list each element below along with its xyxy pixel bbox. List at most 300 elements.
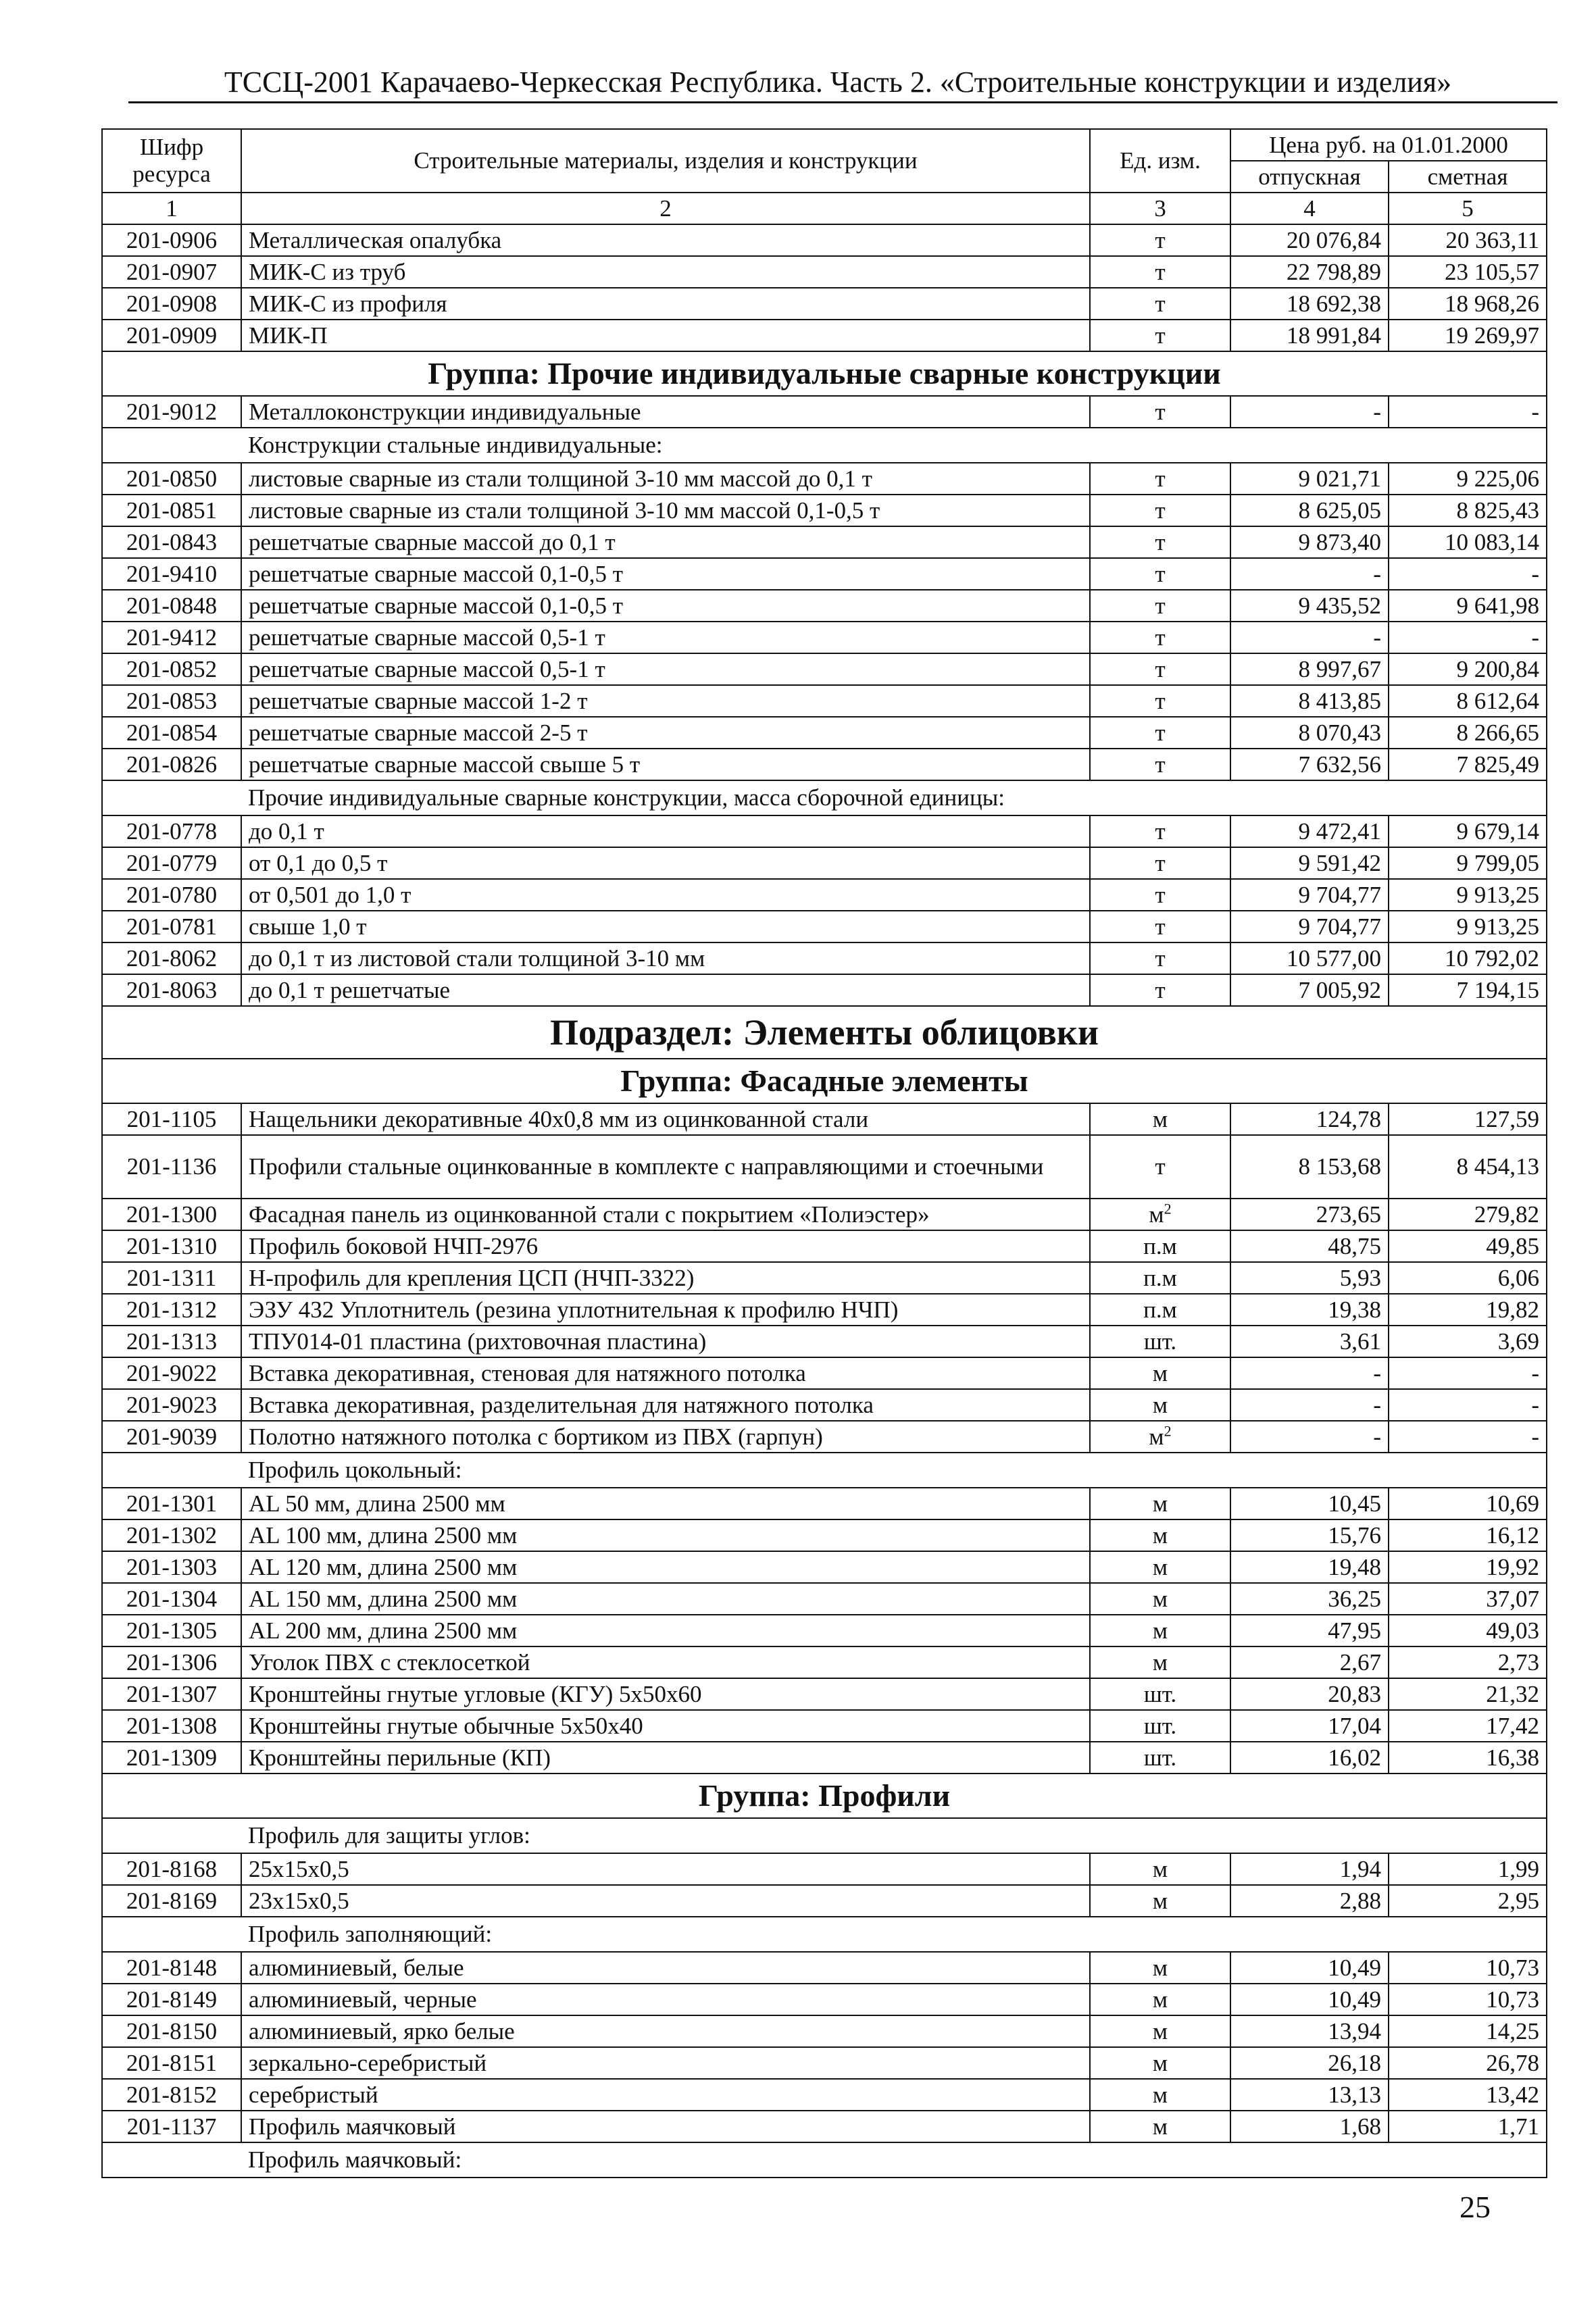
unit: т bbox=[1155, 818, 1166, 845]
material-name: ЭЗУ 432 Уплотнитель (резина уплотнительная к профилю НЧП) bbox=[241, 1294, 1090, 1326]
price-estimate: 7 825,49 bbox=[1389, 749, 1547, 780]
material-name: Фасадная панель из оцинкованной стали с покрытием «Полиэстер» bbox=[241, 1199, 1090, 1230]
resource-code: 201-1300 bbox=[102, 1199, 241, 1230]
table-row bbox=[102, 463, 1547, 495]
price-release: 1,68 bbox=[1230, 2111, 1389, 2142]
resource-code: 201-1308 bbox=[102, 1710, 241, 1742]
subgroup-label: Профиль цокольный: bbox=[241, 1453, 1547, 1488]
column-number: 2 bbox=[241, 193, 1090, 224]
table-row bbox=[102, 2079, 1547, 2111]
resource-code: 201-0851 bbox=[102, 495, 241, 526]
resource-code: 201-8168 bbox=[102, 1853, 241, 1885]
resource-code: 201-0781 bbox=[102, 911, 241, 942]
unit: м bbox=[1152, 2081, 1168, 2108]
subgroup-label: Профиль заполняющий: bbox=[241, 1917, 1547, 1952]
resource-code: 201-8151 bbox=[102, 2047, 241, 2079]
table-row bbox=[102, 1583, 1547, 1615]
unit: п.м bbox=[1143, 1296, 1177, 1323]
unit: м bbox=[1152, 1986, 1168, 2013]
table-row bbox=[102, 1135, 1547, 1199]
material-name: AL 150 мм, длина 2500 мм bbox=[241, 1583, 1090, 1615]
resource-code: 201-8169 bbox=[102, 1885, 241, 1917]
price-estimate: 127,59 bbox=[1389, 1103, 1547, 1135]
table-row bbox=[102, 1389, 1547, 1421]
unit-cell bbox=[1090, 2047, 1230, 2079]
empty-cell bbox=[102, 1917, 241, 1952]
price-estimate: - bbox=[1389, 558, 1547, 590]
table-row bbox=[102, 911, 1547, 942]
price-release: 16,02 bbox=[1230, 1742, 1389, 1774]
price-release: 48,75 bbox=[1230, 1230, 1389, 1262]
header-name: Строительные материалы, изделия и конструкции bbox=[241, 129, 1090, 193]
resource-code: 201-0850 bbox=[102, 463, 241, 495]
table-row bbox=[102, 1984, 1547, 2015]
material-name: 25x15x0,5 bbox=[241, 1853, 1090, 1885]
table-row bbox=[102, 749, 1547, 780]
unit: т bbox=[1155, 687, 1166, 714]
table-row bbox=[102, 1326, 1547, 1357]
table-row bbox=[102, 1519, 1547, 1551]
table-row bbox=[102, 1199, 1547, 1230]
empty-cell bbox=[102, 1453, 241, 1488]
resource-code: 201-0779 bbox=[102, 847, 241, 879]
price-release: 13,13 bbox=[1230, 2079, 1389, 2111]
unit-cell bbox=[1090, 1488, 1230, 1519]
price-release: 22 798,89 bbox=[1230, 256, 1389, 288]
price-estimate: 20 363,11 bbox=[1389, 224, 1547, 256]
unit-cell bbox=[1090, 911, 1230, 942]
material-name: листовые сварные из стали толщиной 3-10 мм массой 0,1-0,5 т bbox=[241, 495, 1090, 526]
table-row bbox=[102, 1551, 1547, 1583]
resource-code: 201-1307 bbox=[102, 1678, 241, 1710]
price-estimate: 9 679,14 bbox=[1389, 815, 1547, 847]
resource-code: 201-9022 bbox=[102, 1357, 241, 1389]
unit: т bbox=[1155, 226, 1166, 253]
unit: п.м bbox=[1143, 1264, 1177, 1291]
resource-code: 201-0853 bbox=[102, 685, 241, 717]
unit-cell bbox=[1090, 622, 1230, 653]
price-estimate: 10 792,02 bbox=[1389, 942, 1547, 974]
price-release: 1,94 bbox=[1230, 1853, 1389, 1885]
price-estimate: - bbox=[1389, 1389, 1547, 1421]
unit: т bbox=[1155, 655, 1166, 682]
resource-code: 201-0854 bbox=[102, 717, 241, 749]
resource-code: 201-0826 bbox=[102, 749, 241, 780]
group-heading-title: Группа: Фасадные элементы bbox=[102, 1059, 1547, 1103]
price-release: 7 632,56 bbox=[1230, 749, 1389, 780]
price-estimate: 6,06 bbox=[1389, 1262, 1547, 1294]
unit: м bbox=[1152, 1887, 1168, 1914]
price-estimate: 9 913,25 bbox=[1389, 911, 1547, 942]
empty-cell bbox=[102, 2142, 241, 2178]
resource-code: 201-0909 bbox=[102, 320, 241, 351]
unit-cell bbox=[1090, 288, 1230, 320]
material-name: листовые сварные из стали толщиной 3-10 мм массой до 0,1 т bbox=[241, 463, 1090, 495]
price-estimate: 16,12 bbox=[1389, 1519, 1547, 1551]
price-estimate: - bbox=[1389, 396, 1547, 428]
group-heading bbox=[102, 1059, 1547, 1103]
empty-cell bbox=[102, 428, 241, 463]
resource-code: 201-8152 bbox=[102, 2079, 241, 2111]
price-estimate: 13,42 bbox=[1389, 2079, 1547, 2111]
unit: т bbox=[1155, 322, 1166, 349]
resource-code: 201-1310 bbox=[102, 1230, 241, 1262]
unit-cell bbox=[1090, 256, 1230, 288]
unit: т bbox=[1155, 398, 1166, 425]
section-heading bbox=[102, 1006, 1547, 1059]
price-release: 17,04 bbox=[1230, 1710, 1389, 1742]
unit: т bbox=[1155, 1153, 1166, 1180]
resource-code: 201-0843 bbox=[102, 526, 241, 558]
price-estimate: 279,82 bbox=[1389, 1199, 1547, 1230]
price-estimate: 2,95 bbox=[1389, 1885, 1547, 1917]
material-name: до 0,1 т решетчатые bbox=[241, 974, 1090, 1006]
subgroup-row bbox=[102, 2142, 1547, 2178]
material-name: зеркально-серебристый bbox=[241, 2047, 1090, 2079]
table-row bbox=[102, 495, 1547, 526]
resource-code: 201-1301 bbox=[102, 1488, 241, 1519]
unit: м bbox=[1152, 1521, 1168, 1549]
unit: т bbox=[1155, 290, 1166, 317]
material-name: Кронштейны гнутые обычные 5x50x40 bbox=[241, 1710, 1090, 1742]
resource-code: 201-9023 bbox=[102, 1389, 241, 1421]
price-release: 13,94 bbox=[1230, 2015, 1389, 2047]
unit: м bbox=[1152, 1649, 1168, 1676]
material-name: свыше 1,0 т bbox=[241, 911, 1090, 942]
unit-superscript: 2 bbox=[1164, 1199, 1172, 1217]
price-release: 5,93 bbox=[1230, 1262, 1389, 1294]
table-row bbox=[102, 717, 1547, 749]
price-release: 10,45 bbox=[1230, 1488, 1389, 1519]
group-heading bbox=[102, 1774, 1547, 1818]
unit-cell bbox=[1090, 495, 1230, 526]
table-row bbox=[102, 1952, 1547, 1984]
unit: шт. bbox=[1143, 1744, 1177, 1771]
table-row bbox=[102, 1885, 1547, 1917]
column-number: 1 bbox=[102, 193, 241, 224]
price-estimate: 23 105,57 bbox=[1389, 256, 1547, 288]
unit: т bbox=[1155, 624, 1166, 651]
resource-code: 201-8062 bbox=[102, 942, 241, 974]
resource-code: 201-1305 bbox=[102, 1615, 241, 1646]
material-name: от 0,1 до 0,5 т bbox=[241, 847, 1090, 879]
price-estimate: 10,73 bbox=[1389, 1984, 1547, 2015]
resource-code: 201-9412 bbox=[102, 622, 241, 653]
table-row bbox=[102, 1488, 1547, 1519]
material-name: AL 100 мм, длина 2500 мм bbox=[241, 1519, 1090, 1551]
unit: м bbox=[1152, 1105, 1168, 1132]
header-unit: Ед. изм. bbox=[1090, 129, 1230, 193]
unit-cell bbox=[1090, 1551, 1230, 1583]
price-estimate: 18 968,26 bbox=[1389, 288, 1547, 320]
material-name: Профиль маячковый bbox=[241, 2111, 1090, 2142]
unit-cell bbox=[1090, 320, 1230, 351]
table-row bbox=[102, 1262, 1547, 1294]
price-estimate: 7 194,15 bbox=[1389, 974, 1547, 1006]
material-name: алюминиевый, черные bbox=[241, 1984, 1090, 2015]
header-price: Цена руб. на 01.01.2000 bbox=[1230, 129, 1547, 161]
material-name: МИК-П bbox=[241, 320, 1090, 351]
price-estimate: 10,69 bbox=[1389, 1488, 1547, 1519]
material-name: ТПУ014-01 пластина (рихтовочная пластина) bbox=[241, 1326, 1090, 1357]
unit: т bbox=[1155, 849, 1166, 876]
resource-code: 201-0852 bbox=[102, 653, 241, 685]
price-estimate: 10 083,14 bbox=[1389, 526, 1547, 558]
table-row bbox=[102, 1103, 1547, 1135]
subgroup-row bbox=[102, 780, 1547, 815]
price-release: 10 577,00 bbox=[1230, 942, 1389, 974]
unit-cell bbox=[1090, 1199, 1230, 1230]
table-row bbox=[102, 320, 1547, 351]
material-name: от 0,501 до 1,0 т bbox=[241, 879, 1090, 911]
unit-cell bbox=[1090, 1230, 1230, 1262]
material-name: решетчатые сварные массой до 0,1 т bbox=[241, 526, 1090, 558]
table-row bbox=[102, 815, 1547, 847]
table-row bbox=[102, 1678, 1547, 1710]
price-release: 19,38 bbox=[1230, 1294, 1389, 1326]
price-estimate: 9 225,06 bbox=[1389, 463, 1547, 495]
price-release: 8 997,67 bbox=[1230, 653, 1389, 685]
section-heading-title: Подраздел: Элементы облицовки bbox=[102, 1006, 1547, 1059]
table-row bbox=[102, 1710, 1547, 1742]
material-name: решетчатые сварные массой свыше 5 т bbox=[241, 749, 1090, 780]
unit-cell bbox=[1090, 1294, 1230, 1326]
unit: шт. bbox=[1143, 1680, 1177, 1707]
price-release: 10,49 bbox=[1230, 1952, 1389, 1984]
table-row bbox=[102, 256, 1547, 288]
material-name: МИК-С из труб bbox=[241, 256, 1090, 288]
unit-cell bbox=[1090, 590, 1230, 622]
price-estimate: 17,42 bbox=[1389, 1710, 1547, 1742]
price-estimate: 8 825,43 bbox=[1389, 495, 1547, 526]
unit: т bbox=[1155, 881, 1166, 908]
price-release: - bbox=[1230, 558, 1389, 590]
subgroup-label: Прочие индивидуальные сварные конструкции, масса сборочной единицы: bbox=[241, 780, 1547, 815]
table-row bbox=[102, 1742, 1547, 1774]
price-estimate: 3,69 bbox=[1389, 1326, 1547, 1357]
table-header-row bbox=[102, 129, 1547, 161]
price-estimate: 8 612,64 bbox=[1389, 685, 1547, 717]
unit-cell bbox=[1090, 653, 1230, 685]
header-price-release: отпускная bbox=[1230, 161, 1389, 193]
column-number: 4 bbox=[1230, 193, 1389, 224]
resource-code: 201-9410 bbox=[102, 558, 241, 590]
unit-cell bbox=[1090, 1262, 1230, 1294]
header-code: Шифр ресурса bbox=[102, 129, 241, 193]
resource-code: 201-0780 bbox=[102, 879, 241, 911]
price-estimate: - bbox=[1389, 1357, 1547, 1389]
material-name: Кронштейны перильные (КП) bbox=[241, 1742, 1090, 1774]
table-row bbox=[102, 1853, 1547, 1885]
material-name: Уголок ПВХ с стеклосеткой bbox=[241, 1646, 1090, 1678]
material-name: 23x15x0,5 bbox=[241, 1885, 1090, 1917]
unit-cell bbox=[1090, 1678, 1230, 1710]
unit: м bbox=[1152, 1954, 1168, 1981]
price-release: - bbox=[1230, 1389, 1389, 1421]
resource-code: 201-9012 bbox=[102, 396, 241, 428]
resource-code: 201-8150 bbox=[102, 2015, 241, 2047]
resource-code: 201-0848 bbox=[102, 590, 241, 622]
header-rule bbox=[128, 101, 1557, 103]
unit-cell bbox=[1090, 396, 1230, 428]
unit-cell bbox=[1090, 2111, 1230, 2142]
unit: м bbox=[1152, 1359, 1168, 1386]
price-release: 26,18 bbox=[1230, 2047, 1389, 2079]
unit: т bbox=[1155, 258, 1166, 285]
unit-cell bbox=[1090, 1646, 1230, 1678]
unit-cell bbox=[1090, 879, 1230, 911]
price-release: 8 413,85 bbox=[1230, 685, 1389, 717]
table-row bbox=[102, 653, 1547, 685]
unit: шт. bbox=[1143, 1712, 1177, 1739]
group-heading-title: Группа: Профили bbox=[102, 1774, 1547, 1818]
unit: т bbox=[1155, 592, 1166, 619]
price-release: 18 692,38 bbox=[1230, 288, 1389, 320]
unit-cell bbox=[1090, 463, 1230, 495]
unit: т bbox=[1155, 719, 1166, 746]
price-estimate: 10,73 bbox=[1389, 1952, 1547, 1984]
unit: т bbox=[1155, 976, 1166, 1003]
table-row bbox=[102, 2111, 1547, 2142]
table-row bbox=[102, 622, 1547, 653]
price-release: 20,83 bbox=[1230, 1678, 1389, 1710]
price-release: 9 591,42 bbox=[1230, 847, 1389, 879]
price-release: - bbox=[1230, 622, 1389, 653]
unit: т bbox=[1155, 560, 1166, 587]
price-release: 3,61 bbox=[1230, 1326, 1389, 1357]
price-release: - bbox=[1230, 1421, 1389, 1453]
subgroup-label: Профиль для защиты углов: bbox=[241, 1818, 1547, 1853]
unit-cell bbox=[1090, 1885, 1230, 1917]
table-row bbox=[102, 1230, 1547, 1262]
unit: м bbox=[1152, 1553, 1168, 1580]
price-release: 2,67 bbox=[1230, 1646, 1389, 1678]
material-name: Профили стальные оцинкованные в комплекте с направляющими и стоечными bbox=[241, 1135, 1090, 1199]
table-row bbox=[102, 2015, 1547, 2047]
price-estimate: 49,03 bbox=[1389, 1615, 1547, 1646]
empty-cell bbox=[102, 1818, 241, 1853]
material-name: Н-профиль для крепления ЦСП (НЧП-3322) bbox=[241, 1262, 1090, 1294]
price-estimate: 8 454,13 bbox=[1389, 1135, 1547, 1199]
material-name: Полотно натяжного потолка с бортиком из ПВХ (гарпун) bbox=[241, 1421, 1090, 1453]
price-estimate: 49,85 bbox=[1389, 1230, 1547, 1262]
unit: т bbox=[1155, 528, 1166, 555]
price-estimate: 19 269,97 bbox=[1389, 320, 1547, 351]
price-release: 20 076,84 bbox=[1230, 224, 1389, 256]
unit-superscript: 2 bbox=[1164, 1422, 1172, 1439]
unit: т bbox=[1155, 945, 1166, 972]
price-release: 15,76 bbox=[1230, 1519, 1389, 1551]
price-estimate: 16,38 bbox=[1389, 1742, 1547, 1774]
resource-code: 201-8063 bbox=[102, 974, 241, 1006]
price-release: 8 625,05 bbox=[1230, 495, 1389, 526]
page-number: 25 bbox=[1460, 2190, 1491, 2224]
price-release: 9 704,77 bbox=[1230, 879, 1389, 911]
unit-cell bbox=[1090, 2079, 1230, 2111]
header-price-estimate: сметная bbox=[1389, 161, 1547, 193]
unit-cell bbox=[1090, 974, 1230, 1006]
table-row bbox=[102, 847, 1547, 879]
resource-code: 201-0907 bbox=[102, 256, 241, 288]
price-table bbox=[101, 128, 1547, 2178]
empty-cell bbox=[102, 780, 241, 815]
table-row bbox=[102, 879, 1547, 911]
unit-cell bbox=[1090, 1742, 1230, 1774]
resource-code: 201-8148 bbox=[102, 1952, 241, 1984]
material-name: алюминиевый, ярко белые bbox=[241, 2015, 1090, 2047]
resource-code: 201-1311 bbox=[102, 1262, 241, 1294]
unit-cell bbox=[1090, 1103, 1230, 1135]
unit: шт. bbox=[1143, 1328, 1177, 1355]
column-number: 3 bbox=[1090, 193, 1230, 224]
price-release: 8 070,43 bbox=[1230, 717, 1389, 749]
price-release: 9 873,40 bbox=[1230, 526, 1389, 558]
price-release: - bbox=[1230, 1357, 1389, 1389]
resource-code: 201-1304 bbox=[102, 1583, 241, 1615]
price-release: 47,95 bbox=[1230, 1615, 1389, 1646]
price-release: 9 435,52 bbox=[1230, 590, 1389, 622]
table-row bbox=[102, 1294, 1547, 1326]
price-estimate: 19,92 bbox=[1389, 1551, 1547, 1583]
price-release: 18 991,84 bbox=[1230, 320, 1389, 351]
table-row bbox=[102, 685, 1547, 717]
material-name: МИК-С из профиля bbox=[241, 288, 1090, 320]
resource-code: 201-1137 bbox=[102, 2111, 241, 2142]
table-row bbox=[102, 558, 1547, 590]
unit-cell bbox=[1090, 815, 1230, 847]
resource-code: 201-1312 bbox=[102, 1294, 241, 1326]
unit: т bbox=[1155, 465, 1166, 492]
unit-cell bbox=[1090, 1615, 1230, 1646]
resource-code: 201-0906 bbox=[102, 224, 241, 256]
unit: т bbox=[1155, 497, 1166, 524]
resource-code: 201-9039 bbox=[102, 1421, 241, 1453]
price-estimate: 1,99 bbox=[1389, 1853, 1547, 1885]
unit-cell bbox=[1090, 224, 1230, 256]
price-release: 7 005,92 bbox=[1230, 974, 1389, 1006]
unit: м bbox=[1152, 2049, 1168, 2076]
price-estimate: 26,78 bbox=[1389, 2047, 1547, 2079]
material-name: AL 120 мм, длина 2500 мм bbox=[241, 1551, 1090, 1583]
price-release: 36,25 bbox=[1230, 1583, 1389, 1615]
group-heading bbox=[102, 351, 1547, 396]
table-row bbox=[102, 974, 1547, 1006]
material-name: до 0,1 т bbox=[241, 815, 1090, 847]
table-row bbox=[102, 590, 1547, 622]
unit-cell bbox=[1090, 1984, 1230, 2015]
material-name: алюминиевый, белые bbox=[241, 1952, 1090, 1984]
material-name: Металлическая опалубка bbox=[241, 224, 1090, 256]
material-name: Вставка декоративная, разделительная для натяжного потолка bbox=[241, 1389, 1090, 1421]
column-number-row bbox=[102, 193, 1547, 224]
unit-cell bbox=[1090, 1135, 1230, 1199]
price-estimate: 19,82 bbox=[1389, 1294, 1547, 1326]
material-name: Вставка декоративная, стеновая для натяжного потолка bbox=[241, 1357, 1090, 1389]
page-header: ТССЦ-2001 Карачаево-Черкесская Республика. Часть 2. «Строительные конструкции и изделия» bbox=[224, 66, 1452, 99]
material-name: Кронштейны гнутые угловые (КГУ) 5x50x60 bbox=[241, 1678, 1090, 1710]
price-estimate: 9 913,25 bbox=[1389, 879, 1547, 911]
unit: м bbox=[1152, 1617, 1168, 1644]
unit-cell bbox=[1090, 1853, 1230, 1885]
material-name: Профиль боковой НЧП-2976 bbox=[241, 1230, 1090, 1262]
table-row bbox=[102, 224, 1547, 256]
unit: м bbox=[1152, 1855, 1168, 1882]
material-name: Нащельники декоративные 40x0,8 мм из оцинкованной стали bbox=[241, 1103, 1090, 1135]
unit-cell bbox=[1090, 1519, 1230, 1551]
price-estimate: 14,25 bbox=[1389, 2015, 1547, 2047]
table-row bbox=[102, 1421, 1547, 1453]
resource-code: 201-1303 bbox=[102, 1551, 241, 1583]
